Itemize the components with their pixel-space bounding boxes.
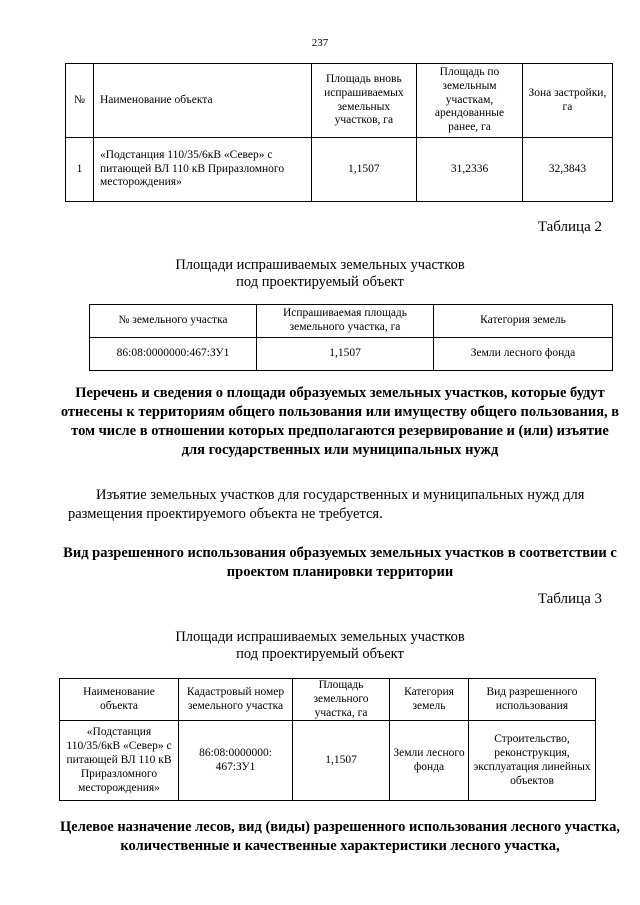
col-header-object-name: Наименование объекта (60, 679, 179, 721)
cell-object-name: «Подстанция 110/35/6кВ «Север» с питающей ВЛ 110 кВ Приразломного месторождения» (60, 721, 179, 801)
cell-object-name: «Подстанция 110/35/6кВ «Север» с питающей ВЛ 110 кВ Приразломного месторождения» (93, 138, 311, 202)
objects-table (65, 63, 613, 202)
col-header-zone: Зона застройки, га (522, 64, 612, 138)
paragraph-no-seizure: Изъятие земельных участков для государственных и муниципальных нужд для размещения проектируемого объекта не требуется. (68, 487, 585, 522)
col-header-plot-number: № земельного участка (90, 305, 257, 338)
plots-table (89, 304, 613, 371)
table-header-row (90, 305, 613, 338)
page-number: 237 (311, 37, 329, 49)
col-header-leased-area: Площадь по земельным участкам, арендованные ранее, га (417, 64, 523, 138)
table-row (90, 338, 613, 371)
col-header-cadastral-number: Кадастровый номер земельного участка (179, 679, 293, 721)
table2-title-line1: Площади испрашиваемых земельных участков (175, 257, 465, 273)
table3-title-line1: Площади испрашиваемых земельных участков (175, 629, 465, 645)
cell-plot-area: 1,1507 (293, 721, 390, 801)
table3-title-line2: под проектируемый объект (236, 646, 404, 662)
col-header-land-category: Категория земель (434, 305, 613, 338)
cell-permitted-use: Строительство, реконструкция, эксплуатация линейных объектов (469, 721, 596, 801)
cell-land-category: Земли лесного фонда (390, 721, 469, 801)
section-heading-reservation: Перечень и сведения о площади образуемых земельных участков, которые будут отнесены к территориям общего пользования или имуществу общего пользования, в том числе в отношении которых предполагаются резервирование и (или) изъятие для государственных или муниципальных нужд (60, 385, 620, 458)
cell-number: 1 (66, 138, 94, 202)
cell-plot-number: 86:08:0000000:467:ЗУ1 (90, 338, 257, 371)
table-header-row (66, 64, 613, 138)
cell-requested-area: 1,1507 (257, 338, 434, 371)
table-row (66, 138, 613, 202)
cell-land-category: Земли лесного фонда (434, 338, 613, 371)
section-heading-permitted-use: Вид разрешенного использования образуемых земельных участков в соответствии с проектом планировки территории (63, 545, 617, 580)
table2-label: Таблица 2 (537, 219, 602, 235)
section-heading-forest-purpose: Целевое назначение лесов, вид (виды) разрешенного использования лесного участка, количественные и качественные характеристики лесного участка, (60, 819, 620, 854)
col-header-number: № (66, 64, 94, 138)
table-header-row (60, 679, 596, 721)
col-header-plot-area: Площадь земельного участка, га (293, 679, 390, 721)
permitted-use-table (59, 678, 596, 801)
table3-label: Таблица 3 (537, 591, 602, 607)
cell-cadastral-number: 86:08:0000000: 467:ЗУ1 (179, 721, 293, 801)
table-row (60, 721, 596, 801)
col-header-land-category: Категория земель (390, 679, 469, 721)
cell-zone: 32,3843 (522, 138, 612, 202)
table2-title-line2: под проектируемый объект (236, 274, 404, 290)
col-header-permitted-use: Вид разрешенного использования (469, 679, 596, 721)
cell-new-area: 1,1507 (311, 138, 417, 202)
cell-leased-area: 31,2336 (417, 138, 523, 202)
col-header-object-name: Наименование объекта (93, 64, 311, 138)
col-header-new-area: Площадь вновь испрашиваемых земельных участков, га (311, 64, 417, 138)
col-header-requested-area: Испрашиваемая площадь земельного участка, га (257, 305, 434, 338)
